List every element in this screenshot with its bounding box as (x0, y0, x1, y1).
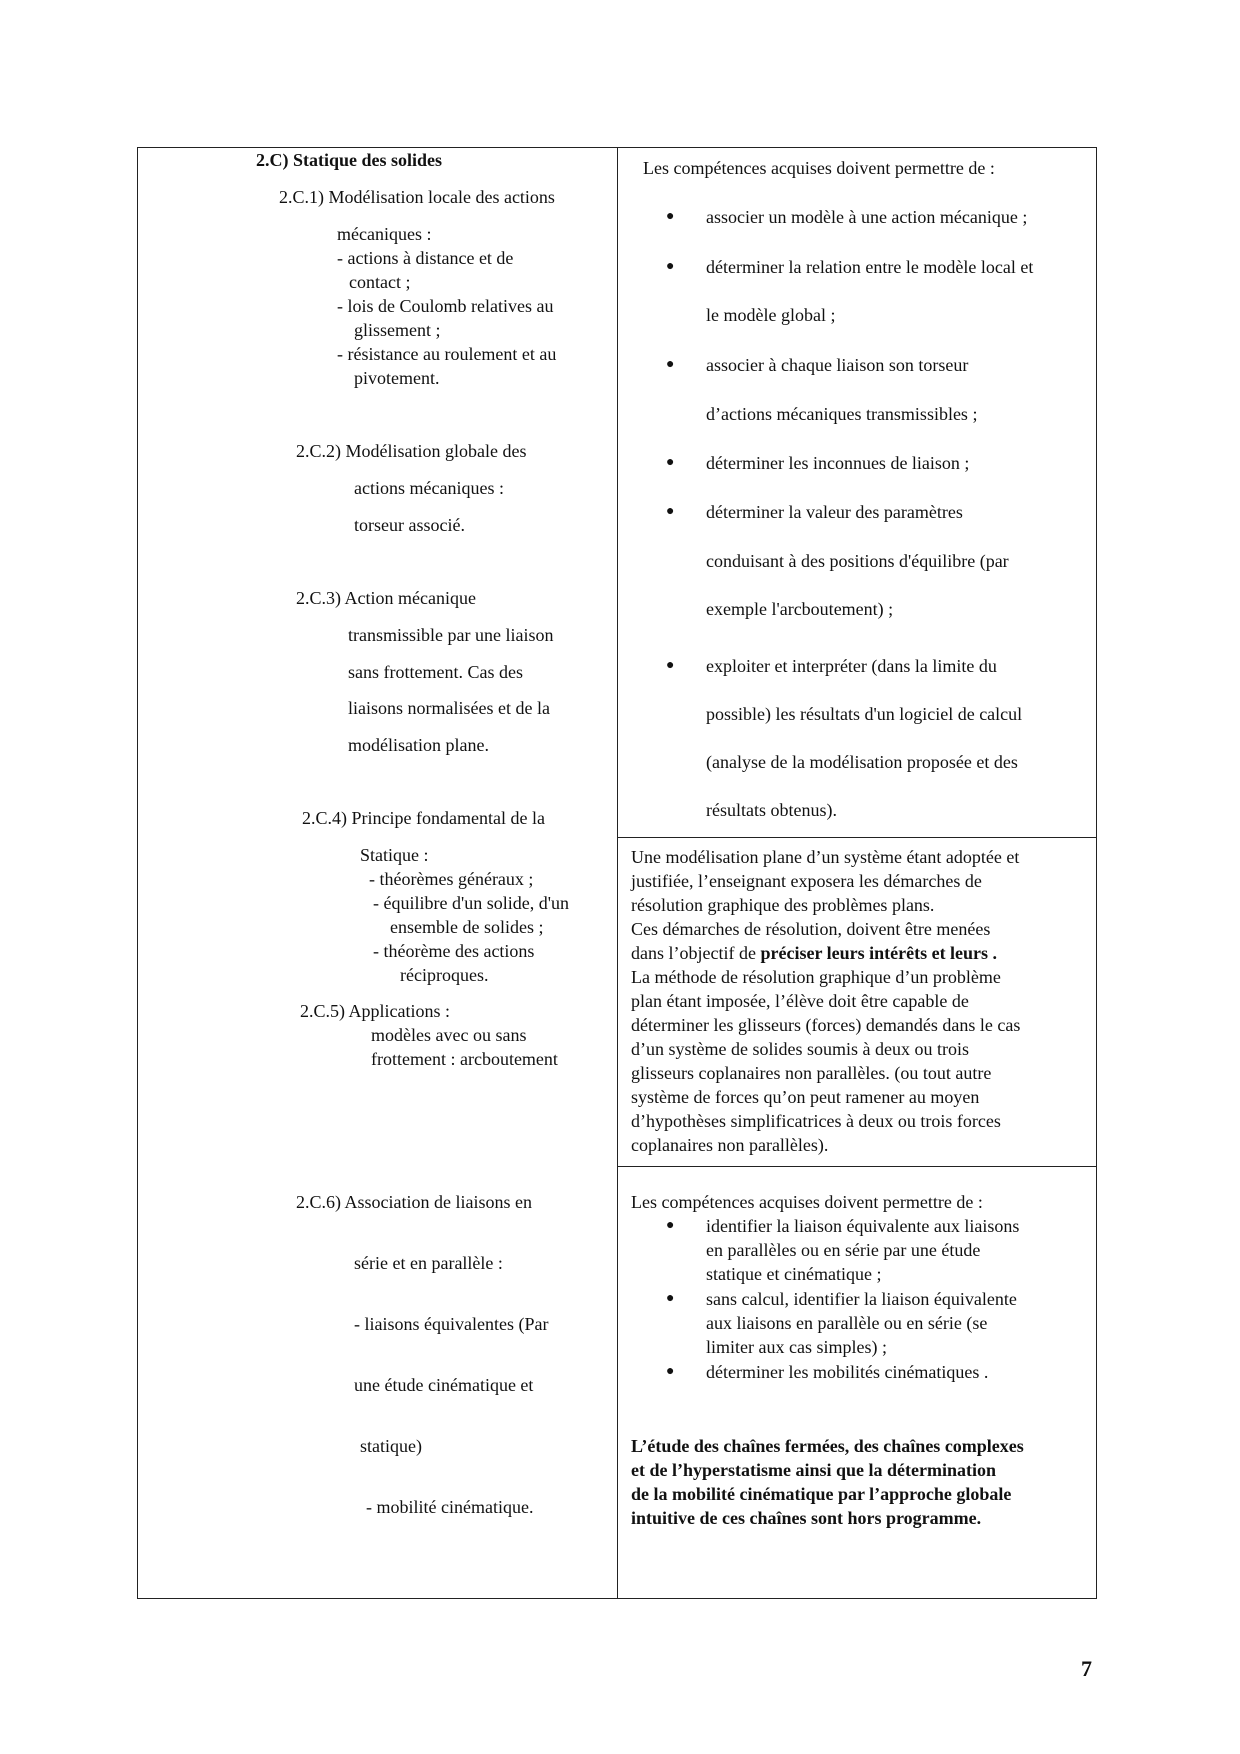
c4-item1: - théorèmes généraux ; (369, 869, 534, 889)
section-title: 2.C) Statique des solides (256, 150, 443, 170)
c3-line4: liaisons normalisées et de la (348, 698, 550, 718)
bullet-icon: ● (666, 658, 675, 673)
bullet-icon: ● (666, 455, 675, 470)
bullet-5: déterminer la valeur des paramètres (706, 502, 963, 522)
para-line: justifiée, l’enseignant exposera les démarches de (631, 871, 982, 891)
bullet-icon: ● (666, 1291, 675, 1306)
bullet-c2-cont-2: limiter aux cas simples) ; (706, 1337, 887, 1357)
row-divider-1 (617, 837, 1097, 838)
para-line: Ces démarches de résolution, doivent être menées (631, 919, 991, 939)
c6-line6: - mobilité cinématique. (366, 1497, 534, 1517)
c1-item2: - lois de Coulomb relatives au (337, 296, 554, 316)
para-line: glisseurs coplanaires non parallèles. (ou tout autre (631, 1063, 992, 1083)
c4-title: 2.C.4) Principe fondamental de la (302, 808, 545, 828)
c6-title: 2.C.6) Association de liaisons en (296, 1192, 532, 1212)
c2-line2: actions mécaniques : (354, 478, 504, 498)
bullet-1: associer un modèle à une action mécanique ; (706, 207, 1028, 227)
c1-item3: - résistance au roulement et au (337, 344, 557, 364)
bullet-6: exploiter et interpréter (dans la limite du (706, 656, 997, 676)
bullet-4: déterminer les inconnues de liaison ; (706, 453, 970, 473)
c1-title: 2.C.1) Modélisation locale des actions (279, 187, 555, 207)
bullet-6-cont-1: possible) les résultats d'un logiciel de calcul (706, 704, 1023, 724)
c3-line2: transmissible par une liaison (348, 625, 554, 645)
c1-item2-cont: glissement ; (354, 320, 441, 340)
bullet-3: associer à chaque liaison son torseur (706, 355, 969, 375)
bullet-c1-cont-1: en parallèles ou en série par une étude (706, 1240, 981, 1260)
c1-sub: mécaniques : (337, 224, 432, 244)
para-line: Une modélisation plane d’un système étant adoptée et (631, 847, 1020, 867)
c4-item3: - théorème des actions (373, 941, 535, 961)
c4-item2: - équilibre d'un solide, d'un (373, 893, 569, 913)
c5-line3: frottement : arcboutement (371, 1049, 558, 1069)
c2-title: 2.C.2) Modélisation globale des (296, 441, 527, 461)
c5-title: 2.C.5) Applications : (300, 1001, 450, 1021)
para-line: coplanaires non parallèles). (631, 1135, 829, 1155)
bullet-icon: ● (666, 357, 675, 372)
bullet-c2: sans calcul, identifier la liaison équivalente (706, 1289, 1017, 1309)
para-line: d’un système de solides soumis à deux ou trois (631, 1039, 969, 1059)
bullet-icon: ● (666, 259, 675, 274)
para-line: d’hypothèses simplificatrices à deux ou trois forces (631, 1111, 1001, 1131)
c6-line4: une étude cinématique et (354, 1375, 534, 1395)
bullet-icon: ● (666, 1218, 675, 1233)
bullet-2: déterminer la relation entre le modèle local et (706, 257, 1034, 277)
para-line: déterminer les glisseurs (forces) demandés dans le cas (631, 1015, 1021, 1035)
row-divider-2 (617, 1166, 1097, 1167)
c4-item2-cont: ensemble de solides ; (390, 917, 544, 937)
bullet-icon: ● (666, 504, 675, 519)
column-divider (617, 147, 618, 1599)
bold-note-line: de la mobilité cinématique par l’approche globale (631, 1484, 1012, 1504)
bold-note-line: et de l’hyperstatisme ainsi que la détermination (631, 1460, 996, 1480)
intro-1: Les compétences acquises doivent permettre de : (643, 158, 995, 178)
c3-line5: modélisation plane. (348, 735, 489, 755)
c1-item3-cont: pivotement. (354, 368, 440, 388)
bold-note-line: L’étude des chaînes fermées, des chaînes complexes (631, 1436, 1024, 1456)
intro-2: Les compétences acquises doivent permettre de : (631, 1192, 983, 1212)
c1-item1-cont: contact ; (349, 272, 411, 292)
bullet-c3: déterminer les mobilités cinématiques . (706, 1362, 989, 1382)
bullet-5-cont-1: conduisant à des positions d'équilibre (par (706, 551, 1009, 571)
bullet-3-cont: d’actions mécaniques transmissibles ; (706, 404, 978, 424)
bullet-c1-cont-2: statique et cinématique ; (706, 1264, 882, 1284)
c6-line2: série et en parallèle : (354, 1253, 503, 1273)
bold-note-line: intuitive de ces chaînes sont hors programme. (631, 1508, 982, 1528)
para-emphasis: préciser leurs intérêts et leurs . (760, 943, 998, 963)
para-text: dans l’objectif de (631, 943, 761, 963)
c5-line2: modèles avec ou sans (371, 1025, 527, 1045)
c3-title: 2.C.3) Action mécanique (296, 588, 476, 608)
c2-line3: torseur associé. (354, 515, 465, 535)
c1-item1: - actions à distance et de (337, 248, 514, 268)
bullet-5-cont-2: exemple l'arcboutement) ; (706, 599, 894, 619)
para-line: système de forces qu’on peut ramener au moyen (631, 1087, 980, 1107)
c6-line3: - liaisons équivalentes (Par (354, 1314, 549, 1334)
bullet-6-cont-2: (analyse de la modélisation proposée et des (706, 752, 1018, 772)
c4-item3-cont: réciproques. (400, 965, 489, 985)
c3-line3: sans frottement. Cas des (348, 662, 523, 682)
para-line: résolution graphique des problèmes plans. (631, 895, 935, 915)
bullet-icon: ● (666, 209, 675, 224)
para-line: plan étant imposée, l’élève doit être capable de (631, 991, 969, 1011)
page-number: 7 (1081, 1656, 1092, 1681)
bullet-c1: identifier la liaison équivalente aux liaisons (706, 1216, 1020, 1236)
para-line (631, 942, 997, 964)
bullet-2-cont: le modèle global ; (706, 305, 836, 325)
c4-line2: Statique : (360, 845, 429, 865)
bullet-c2-cont-1: aux liaisons en parallèle ou en série (se (706, 1313, 988, 1333)
bullet-icon: ● (666, 1364, 675, 1379)
c6-line5: statique) (360, 1436, 422, 1456)
bullet-6-cont-3: résultats obtenus). (706, 800, 837, 820)
para-line: La méthode de résolution graphique d’un problème (631, 967, 1001, 987)
